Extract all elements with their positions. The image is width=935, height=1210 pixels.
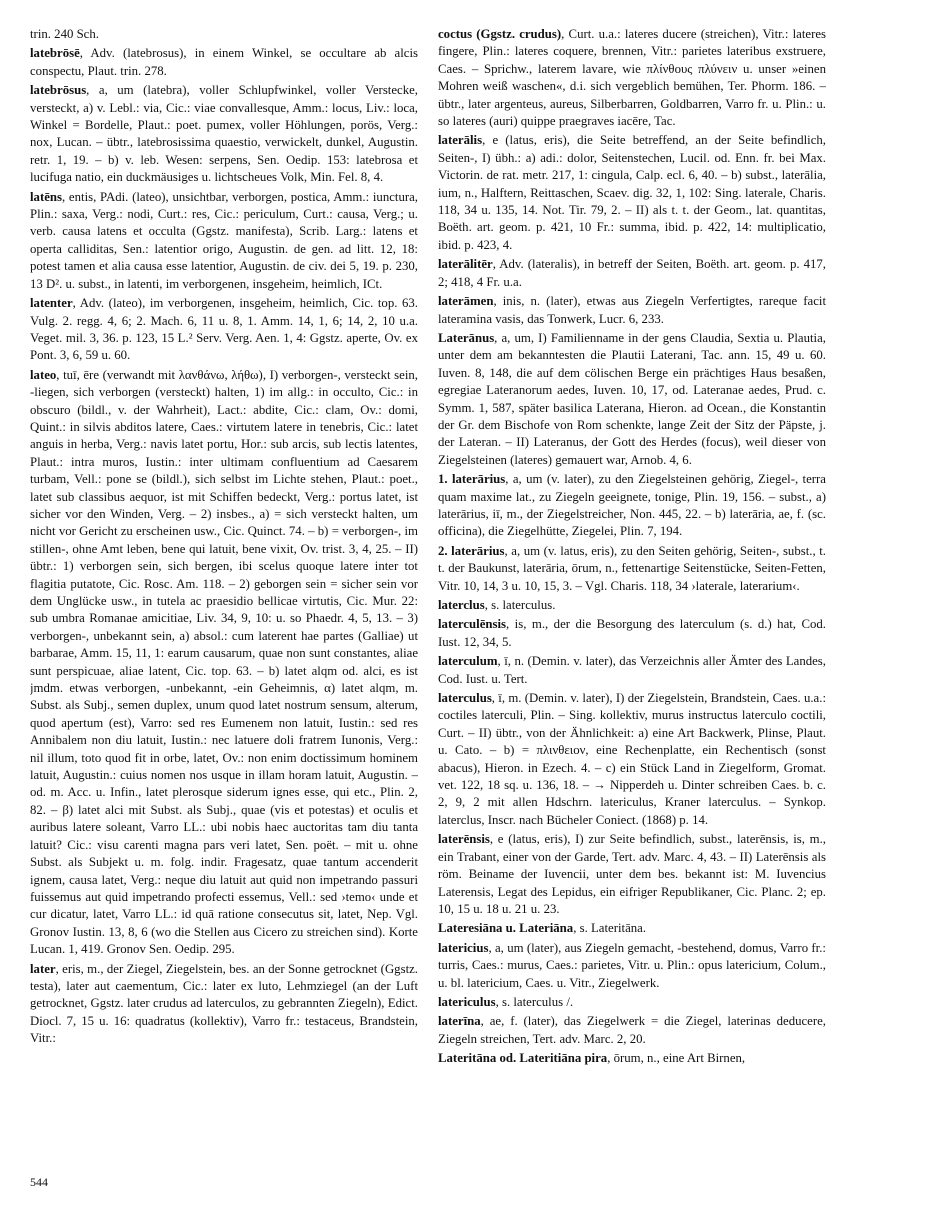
headword: lateo xyxy=(30,367,57,382)
entry: laterculus, ī, m. (Demin. v. later), I) der Ziegelstein, Brandstein, Caes. u.a.: coctiles laterculi, Plin. – Sing. kollektiv, murus instructus laterculo coctili, Curt. – II) übtr., von der Ähnlichkeit: a) eine Art Backwerk, Plinse, Plaut. u. Cato. – b) = πλινθειον, eine Rechenplatte, ein Rechentisch (sonst abacus), Hieron. in Ezech. 4. – c) ein Stück Land in Ziegelform, Gromat. vet. 122, 18 sq. u. 136, 18. – → Nipperdeh u. Dinter schreiben Caes. b. c. 2, 9, 2 mit allen Hdschrn. latericulus, Kraner laterculus. – Synkop. laterclus, Inscr. nach Bücheler Coniect. (1868) p. 14. xyxy=(438,691,826,827)
entry: lateo, tuī, ēre (verwandt mit λανθάνω, λήθω), I) verborgen-, versteckt sein, -liegen, sich verborgen (versteckt) halten, 1) im allg.: in occulto, Cic.: in obscuro (bildl., v. der Wahrheit), Lact.: abdite, Cic.: clam, Ov.: domi, Quint.: in silvis abditos latere, Caes.: virtutem latere in tenebris, Cic.: latet anguis in herba, Verg.: navis latet portu, Hor.: sub arcis, sub lectis latentes, Plaut.: intra muros, Iustin.: inter ultimam confluentium ad Caesarem turbam, Vell.: pone se (bildl.), sich selbst im Lichte stehen, Plaut.: poet., latet sub classibus aequor, ist mit Schiffen bedeckt, Verg.: portus latet, ist sicher vor den Winden, Verg. – 2) insbes., a) = sich versteckt halten, um nicht vor Gericht zu erscheinen usw., Cic. Quinct. 74. – b) = verborgen-, im stillen-, ohne Amt leben, bene qui latuit, bene vixit, Ov. trist. 3, 4, 25. – II) übtr.: 1) verborgen sein, sich bergen, ibi scelus quoque latere inter tot flagitia putatote, Cic. Rosc. Am. 118. – 2) geborgen sein = sicher sein vor dem Unglücke usw., in tutela ac praesidio bellicae virtutis, Cic. Mur. 22: sub umbra Romanae amicitiae, Liv. 34, 9, 10: u. so Phaedr. 4, 5, 13. – 3) verborgen-, unbekannt sein, a) absol.: cum laterent hae partes (Galliae) ut barbarae, Amm. 15, 11, 1: earum causarum, quae non sunt constantes, aliae sunt perspicuae, aliae latent, Cic. top. 63. – b) latet alqm od. alci, es ist jmdm. etwas verborgen, -unbekannt, -ein Geheimnis, α) latet alqm, m. Subst. als Subj., semen duplex, unum quod latet nostrum sensum, alterum, quod apertum (est), Varro: sed res Eumenem non latuit, Iustin.: sed res Annibalem non diu latuit, Iustin.: nec latuere doli fratrem Iunonis, Verg.: nil illum, toto quod fit in orbe, latet, Ov.: non enim doctissimum hominem latuit, Augustin.: cuius nomen nos usque in illam horam latuit, Augustin. – od. m. Acc. u. Infin., latet plerosque siderum ignes esse, qui etc., Plin. 2, 82. – β) latet alci mit Subst. als Subj., quae (vis et potestas) et oculis et auribus latere soleant, Varro LL.: ubi nobis haec auctoritas tam diu tanta latuit? Cic.: visu carenti magna pars veri latet, Sen. poët. – mit u. ohne Subst. als Subjekt u. m. folg. indir. Fragesatz, quae tantum accenderit ignem, causa latet, Verg.: neque diu latuit aut quid non impetrando passuri fuissemus aut quid impetrando profecti essemus, Vell.: sed ›temo‹ unde et cur dicatur, latet, Varro LL.: id quā ratione consecutus sit, latet, Nep. Vgl. Gronov Iustin. 13, 8, 6 (wo die Stellen aus Cicero zu streichen sind). Korte Lucan. 1, 419. Gronov Sen. Oedip. 295. xyxy=(30,367,418,957)
headword: 1. laterārius xyxy=(438,472,506,487)
entry: latericius, a, um (later), aus Ziegeln gemacht, -bestehend, domus, Varro fr.: turris, Caes.: murus, Caes.: parietes, Vitr. u. Plin.: opus latericium, Colum., u. bl. latericium, Caes. u. Vitr., Ziegelwerk. xyxy=(438,940,826,990)
entry: coctus (Ggstz. crudus), Curt. u.a.: lateres ducere (streichen), Vitr.: lateres fingere, Plin.: lateres coquere, brennen, Vitr.: parietes lateribus exstruere, Caes. – Sprichw., laterem lavare, wie πλίνθους πλύνειν u. unser »einen Mohren weiß waschen«, d.i. sich vergeblich bemühen, Ter. Phorm. 186. – übtr., later argenteus, aureus, Silberbarren, Goldbarren, Varro fr. u. Plin.: u. so lateres (auri) quippe praegraves iacēre, Tac. xyxy=(438,27,826,129)
entry: laterāmen, inis, n. (later), etwas aus Ziegeln Verfertigtes, rareque facit lateramina vasis, das Tonwerk, Lucr. 6, 233. xyxy=(438,294,826,326)
entry: laterālitēr, Adv. (lateralis), in betreff der Seiten, Boëth. art. geom. p. 417, 2; 418, 4 Fr. u.a. xyxy=(438,257,826,289)
entry: laterculēnsis, is, m., der die Besorgung des laterculum (s. d.) hat, Cod. Iust. 12, 34, 5. xyxy=(438,617,826,649)
page-number: 544 xyxy=(30,1175,48,1189)
headword: 2. laterārius xyxy=(438,543,505,558)
entry: trin. 240 Sch. xyxy=(30,27,99,41)
entry: latericulus, s. laterculus /. xyxy=(438,994,574,1009)
entry: latenter, Adv. (lateo), im verborgenen, insgeheim, heimlich, Cic. top. 63. Vulg. 2. regg. 4, 6; 2. Mach. 6, 11 u. 8, 1. Amm. 14, 1, 6; 14, 2, 10 u.a. Veget. mil. 3, 36. p. 123, 15 L.² Serv. Verg. Aen. 1, 4: Ggstz. aperte, Ov. ex Pont. 3, 6, 59 u. 60. xyxy=(30,296,418,363)
headword: laterālitēr xyxy=(438,257,493,272)
dictionary-page xyxy=(30,26,912,1188)
entry: laterēnsis, e (latus, eris), I) zur Seite befindlich, subst., laterēnsis, is, m., ein Trabant, einer von der Garde, Tert. adv. Marc. 4, 43. – II) Laterēnsis als röm. Beiname der Iuvencii, unter dem bes. bekannt ist: M. Iuvencius Laterensis, Legat des Lepidus, ein eifriger Republikaner, Cic. Planc. 2; ep. 10, 15 u. 18 u. 21 u. 23. xyxy=(438,832,826,916)
headword: latericulus xyxy=(438,994,496,1009)
entry: laterculum, ī, n. (Demin. v. later), das Verzeichnis aller Ämter des Landes, Cod. Iust. u. Tert. xyxy=(438,654,826,686)
headword: latebrōsus xyxy=(30,83,87,98)
headword: laterculēnsis xyxy=(438,617,507,632)
headword: laterculus xyxy=(438,691,492,706)
right-column xyxy=(438,26,826,1176)
entry: Lateresiāna u. Lateriāna, s. Lateritāna. xyxy=(438,921,647,936)
entry: Laterānus, a, um, I) Familienname in der gens Claudia, Sextia u. Plautia, unter dem am bekanntesten die Plautii Laterani, Tac. ann. 15, 49 u. 60. Iuven. 8, 148, die auf dem cölischen Berge ein prächtiges Haus besaßen, egregiae Lateranorum aedes, Iuven. 10, 17, od. Lateranae aedes, Prud. c. Symm. 1, 587, später basilica Laterana, Hieron. ad Ocean., die Konstantin der Gr. dem Bischofe von Rom schenkte, lange Zeit der Sitz der Päpste, j. der Lateran. – II) Lateranus, der Gott des Herdes (focus), weil dieser von Ziegelsteinen (lateres) gemauert war, Arnob. 4, 6. xyxy=(438,330,826,467)
headword: latericius xyxy=(438,940,489,955)
entry: 1. laterārius, a, um (v. later), zu den Ziegelsteinen gehörig, Ziegel-, terra quam maxime lat., zu Ziegeln geeignete, tonige, Plin. 19, 156. – subst., a) laterārius, iī, m., der Ziegelstreicher, Non. 445, 22. – b) laterāria, ae, f. (sc. officina), die Ziegelhütte, Ziegelei, Plin. 7, 194. xyxy=(438,472,826,539)
entry: laterālis, e (latus, eris), die Seite betreffend, an der Seite befindlich, Seiten-, I) übh.: a) adi.: dolor, Seitenstechen, Lucil. od. Enn. fr. bei Max. Victorin. de rat. metr. 217, 1: cingula, Calp. ecl. 6, 40. – b) subst., laterālia, ium, n., Halftern, Reittaschen, Scaev. dig. 32, 1, 102: Sing. laterale, Charis. 118, 34 u. 135, 14. Not. Tir. 79, 2. – II) als t. t. der Geom., lat. quantitas, Boëth. art. geom. p. 421, 10 Fr.: summa, ibid. p. 422, 14: multiplicatio, ibid. p. 423, 4. xyxy=(438,133,826,252)
headword: Lateresiāna u. Lateriāna xyxy=(438,921,574,936)
headword: laterculum xyxy=(438,654,498,669)
entry: laterclus, s. laterculus. xyxy=(438,598,556,612)
headword: laterēnsis xyxy=(438,832,490,847)
headword: laterclus xyxy=(438,598,485,612)
entry: latebrōsē, Adv. (latebrosus), in einem Winkel, se occultare ab alcis conspectu, Plaut. trin. 278. xyxy=(30,46,418,78)
left-column xyxy=(30,26,418,1176)
headword: Lateritāna od. Lateritiāna pira xyxy=(438,1051,608,1066)
headword: Laterānus xyxy=(438,330,495,345)
headword: laterālis xyxy=(438,133,483,148)
headword: laterāmen xyxy=(438,294,494,309)
headword: laterīna xyxy=(438,1014,481,1029)
headword: later xyxy=(30,961,56,976)
entry: laterīna, ae, f. (later), das Ziegelwerk = die Ziegel, laterinas deducere, Ziegeln streichen, Tert. adv. Marc. 2, 20. xyxy=(438,1014,826,1046)
entry: latebrōsus, a, um (latebra), voller Schlupfwinkel, voller Verstecke, versteckt, a) v. Lebl.: via, Cic.: viae convallesque, Amm.: locus, Liv.: loca, Winkel = Bordelle, Plaut.: poet. pumex, voller Höhlungen, porös, Verg.: nox, Lucan. – übtr., latebrosissima quaestio, verwickelt, dunkel, Augustin. retr. 1, 19. – b) v. leb. Wesen: serpens, Sen. Oedip. 153: latebrosa et lucifuga natio, ein duckmäusiges u. lichtscheues Volk, Min. Fel. 8, 4. xyxy=(30,83,418,185)
headword: latenter xyxy=(30,296,73,311)
headword: coctus (Ggstz. crudus) xyxy=(438,27,562,41)
entry: Lateritāna od. Lateritiāna pira, ōrum, n., eine Art Birnen, xyxy=(438,1051,746,1066)
headword: latēns xyxy=(30,189,62,204)
entry: 2. laterārius, a, um (v. latus, eris), zu den Seiten gehörig, Seiten-, subst., t. t. der Baukunst, laterāria, ōrum, n., fettenartige Seitenstücke, Seiten-Fetten, Vitr. 10, 14, 3 u. 10, 15, 3. – Vgl. Charis. 118, 34 ›laterale, laterarium‹. xyxy=(438,543,826,593)
headword: latebrōsē xyxy=(30,46,80,61)
entry: later, eris, m., der Ziegel, Ziegelstein, bes. an der Sonne getrocknet (Ggstz. testa), later aut caementum, Cic.: later ex luto, Lehmziegel (an der Luft getrocknet, Ggstz. later crudus ad laterculos, zu gebrannten Ziegeln), Edict. Diocl. 7, 15 u. 16: quadratus (kollektiv), Varro fr.: testaceus, Brandstein, Vitr.: xyxy=(30,961,418,1046)
entry: latēns, entis, PAdi. (lateo), unsichtbar, verborgen, postica, Amm.: iunctura, Plin.: saxa, Verg.: nodi, Curt.: res, Cic.: periculum, Curt.: causa, Verg.; u. verb. causa latens et occulta (Ggstz. manifesta), Scrib. Larg.: latens et operta calliditas, Sen.: latentior origo, Augustin. de gen. ad litt. 12, 18: potest tamen et alia causa esse latentior, Augustin. de civ. dei 5, 19. p. 230, 13 D². u. subst., in latenti, im verborgenen, insgeheim, heimlich, ICt. xyxy=(30,189,418,291)
